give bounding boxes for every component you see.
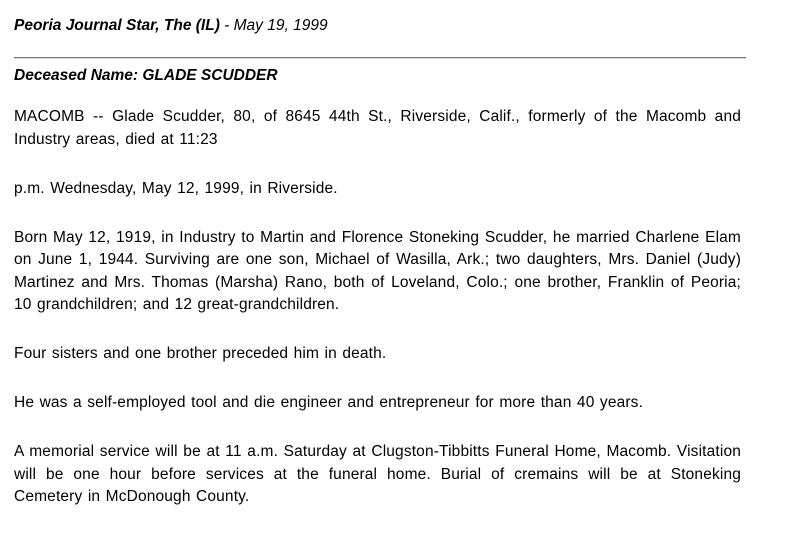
deceased-label: Deceased Name: — [14, 67, 143, 84]
publication-name: Peoria Journal Star, The (IL) — [14, 17, 220, 34]
header-divider — [14, 57, 746, 59]
publication-header — [14, 17, 328, 35]
paragraph-career: He was a self-employed tool and die engineer and entrepreneur for more than 40 years. — [14, 394, 644, 411]
paragraph-services: A memorial service will be at 11 a.m. Saturday at Clugston-Tibbitts Funeral Home, Macomb. Visitation will be one hour before services at the funeral home. Burial of cremains will be at Stoneking Cemetery in McDonough County. — [14, 443, 741, 505]
publication-date: May 19, 1999 — [233, 17, 328, 34]
paragraph-preceded: Four sisters and one brother preceded him in death. — [14, 345, 387, 362]
header-separator: - — [219, 17, 234, 34]
paragraph-death-date: p.m. Wednesday, May 12, 1999, in Riverside. — [14, 179, 338, 197]
deceased-name: GLADE SCUDDER — [142, 67, 278, 84]
paragraph-intro: MACOMB -- Glade Scudder, 80, of 8645 44th St., Riverside, Calif., formerly of the Macomb and Industry areas, died at 11:23 — [14, 108, 741, 148]
deceased-name-line — [14, 67, 278, 85]
paragraph-biography: Born May 12, 1919, in Industry to Martin and Florence Stoneking Scudder, he married Charlene Elam on June 1, 1944. Surviving are one son, Michael of Wasilla, Ark.; two daughters, Mrs. Daniel (Judy) Martinez and Mrs. Thomas (Marsha) Rano, both of Loveland, Colo.; one brother, Franklin of Peoria; 10 grandchildren; and 12 great-grandchildren. — [14, 228, 741, 313]
obituary-body — [14, 106, 741, 535]
